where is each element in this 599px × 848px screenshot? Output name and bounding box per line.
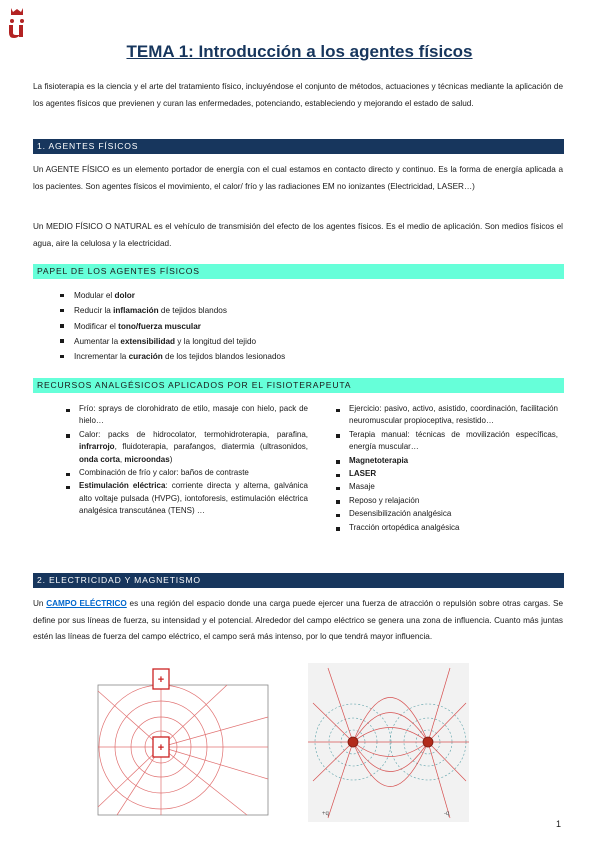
list-item-frio: Frío: sprays de clorohidrato de etilo, masaje con hielo, pack de hielo… — [66, 403, 308, 428]
campo-electrico-link[interactable]: CAMPO ELÉCTRICO — [46, 599, 127, 608]
negative-charge-icon — [423, 737, 433, 747]
section-heading-electricidad: 2. ELECTRICIDAD Y MAGNETISMO — [33, 573, 564, 588]
section-heading-papel: PAPEL DE LOS AGENTES FÍSICOS — [33, 264, 564, 279]
source-charge-sign: + — [157, 742, 165, 754]
electric-field-lines-figure — [97, 667, 269, 817]
campo-electrico-paragraph: Un CAMPO ELÉCTRICO es una región del espacio donde una carga puede ejercer una fuerza de atracción o repulsión sobre otras cargas. Se define por sus líneas de fuerza, su intensidad y el potencial. Alrededor del campo eléctrico se genera una zona de influencia. Cuanto más juntas estén las líneas de fuerza del campo eléctrico, el campo será más intenso, por lo que tendrá mayor influencia. — [33, 599, 563, 641]
list-item-magnetoterapia: Magnetoterapia — [336, 455, 558, 467]
list-item-reposo: Reposo y relajación — [336, 495, 558, 507]
list-item-laser: LASER — [336, 468, 558, 480]
list-item-terapia-manual: Terapia manual: técnicas de movilización específicas, energía muscular… — [336, 429, 558, 454]
dipole-field-figure — [308, 663, 469, 822]
logo-mark-icon — [7, 6, 27, 38]
page-title: TEMA 1: Introducción a los agentes físicos — [126, 42, 473, 61]
test-charge-sign: + — [157, 674, 165, 686]
medio-fisico-paragraph: Un MEDIO FÍSICO O NATURAL es el vehículo de transmisión del efecto de los agentes físicos. Es el medio de aplicación. Son medios físicos el agua, aire la celulosa y la electricidad. — [33, 222, 563, 248]
list-item-ejercicio: Ejercicio: pasivo, activo, asistido, coordinación, facilitación neuromuscular propioceptiva, resistido… — [336, 403, 558, 428]
section-heading-agentes-fisicos: 1. AGENTES FÍSICOS — [33, 139, 564, 154]
list-item-estimulacion: Estimulación eléctrica: corriente directa y alterna, galvánica alto voltaje pulsada (HVPG), iontoforesis, estimulación eléctrica analgésica transcutánea (TENS) … — [66, 480, 308, 517]
list-item-traccion: Tracción ortopédica analgésica — [336, 522, 558, 534]
papel-list — [60, 288, 540, 364]
positive-charge-label: +q — [322, 811, 329, 817]
university-logo — [7, 6, 27, 38]
page-number: 1 — [556, 819, 562, 829]
intro-paragraph: La fisioterapia es la ciencia y el arte del tratamiento físico, incluyéndose el conjunto de métodos, actuaciones y técnicas mediante la aplicación de los agentes físicos que previenen y curan las enfermedades, potenciando, estableciendo y mejorando el estado de salud. — [33, 82, 563, 108]
section-heading-recursos: RECURSOS ANALGÉSICOS APLICADOS POR EL FISIOTERAPEUTA — [33, 378, 564, 393]
recursos-list-left — [66, 403, 308, 518]
list-item: Modificar el tono/fuerza muscular — [60, 319, 540, 334]
positive-charge-icon — [348, 737, 358, 747]
list-item: Reducir la inflamación de tejidos blandos — [60, 303, 540, 318]
list-item-calor: Calor: packs de hidrocolator, termohidroterapia, parafina, infrarrojo, fluidoterapia, parafangos, diatermia (ultrasonidos, onda corta, microondas) — [66, 429, 308, 466]
list-item-desensibilizacion: Desensibilización analgésica — [336, 508, 558, 520]
list-item: Modular el dolor — [60, 288, 540, 303]
list-item: Aumentar la extensibilidad y la longitud del tejido — [60, 334, 540, 349]
list-item-masaje: Masaje — [336, 481, 558, 493]
list-item: Incrementar la curación de los tejidos blandos lesionados — [60, 349, 540, 364]
negative-charge-label: -q — [444, 811, 450, 817]
recursos-list-right — [336, 403, 558, 534]
list-item-combinacion: Combinación de frío y calor: baños de contraste — [66, 467, 308, 479]
agente-fisico-paragraph: Un AGENTE FÍSICO es un elemento portador de energía con el cual estamos en contacto directo y continuo. Es la forma de energía aplicada a los pacientes. Son agentes físicos el movimiento, el calor/ frío y las radiaciones EM no ionizantes (Electricidad, LASER…) — [33, 165, 563, 191]
